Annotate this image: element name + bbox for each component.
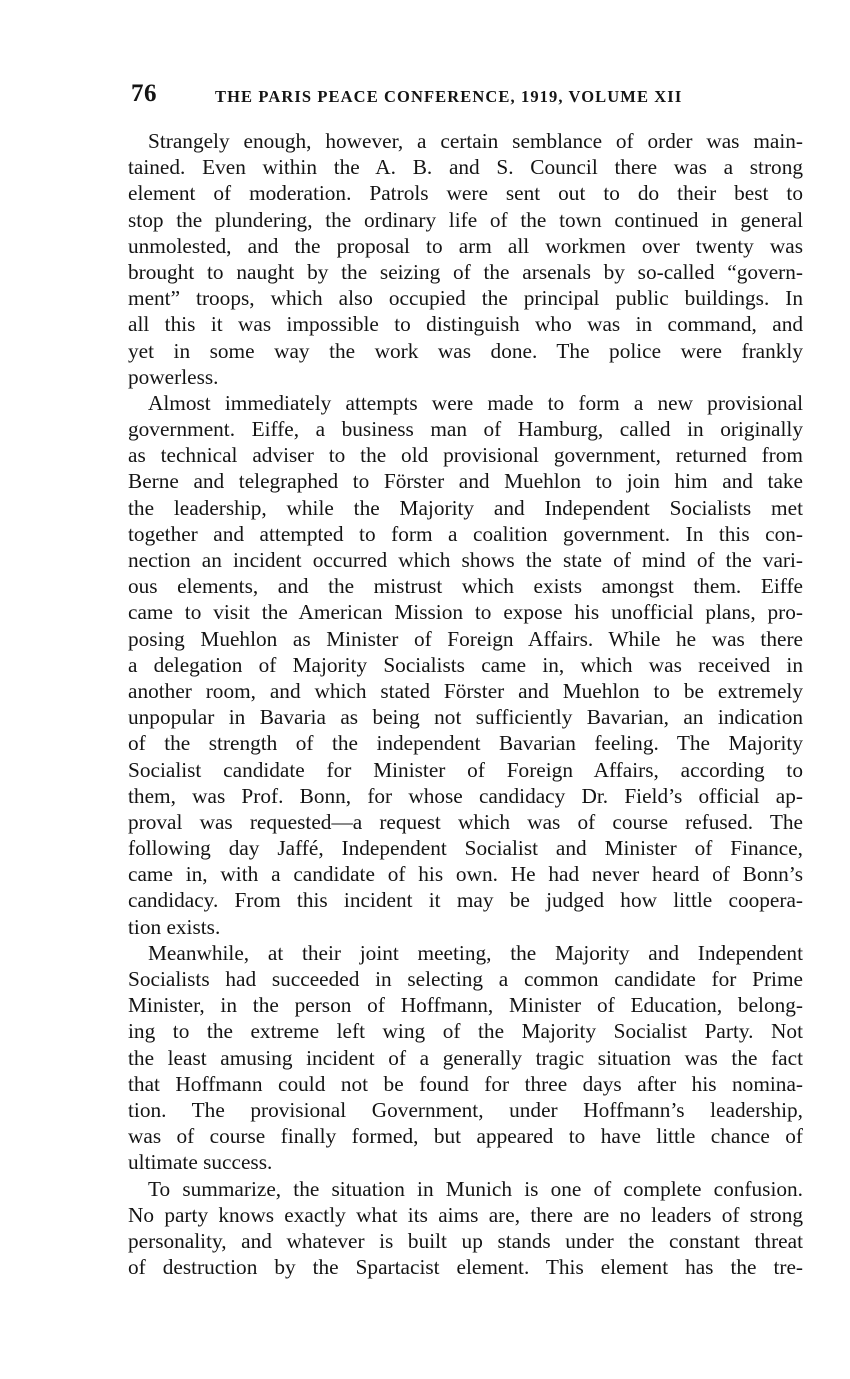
text-line: Socialists had succeeded in selecting a common candidate for Prime [128, 967, 803, 991]
text-line: of destruction by the Spartacist element. This element has the tre- [128, 1255, 803, 1280]
text-line: them, was Prof. Bonn, for whose candidacy Dr. Field’s official ap- [128, 783, 803, 808]
text-line: powerless. [128, 364, 219, 389]
running-title: THE PARIS PEACE CONFERENCE, 1919, VOLUME XII [215, 87, 683, 106]
text-line: yet in some way the work was done. The police were frankly [128, 338, 803, 363]
page-header [131, 78, 803, 112]
text-line: following day Jaffé, Independent Socialist and Minister of Finance, [128, 836, 803, 861]
text-line: nection an incident occurred which shows the state of mind of the vari- [128, 548, 803, 572]
paragraph-order-maintained [128, 128, 803, 390]
text-line: that Hoffmann could not be found for three days after his nomina- [128, 1071, 803, 1096]
text-line: Meanwhile, at their joint meeting, the Majority and Independent [148, 940, 803, 965]
text-line: To summarize, the situation in Munich is one of complete confusion. [148, 1176, 803, 1201]
text-line: stop the plundering, the ordinary life of the town continued in general [128, 207, 803, 232]
text-line: was of course finally formed, but appeared to have little chance of [128, 1124, 803, 1149]
text-line: Socialist candidate for Minister of Foreign Affairs, according to [128, 757, 803, 782]
text-line: ing to the extreme left wing of the Majority Socialist Party. Not [128, 1019, 803, 1044]
text-line: government. Eiffe, a business man of Hamburg, called in originally [128, 417, 803, 442]
text-line: all this it was impossible to distinguish who was in command, and [128, 312, 803, 337]
text-line: another room, and which stated Förster and Muehlon to be extremely [128, 678, 803, 703]
paragraph-provisional-government [128, 390, 803, 940]
text-line: came in, with a candidate of his own. He had never heard of Bonn’s [128, 862, 803, 887]
text-line: a delegation of Majority Socialists came in, which was received in [128, 652, 803, 677]
text-line: Minister, in the person of Hoffmann, Minister of Education, belong- [128, 993, 803, 1018]
body-text [128, 128, 803, 1280]
text-line: Strangely enough, however, a certain semblance of order was main- [148, 129, 803, 153]
text-line: tion exists. [128, 914, 221, 939]
text-line: ment” troops, which also occupied the principal public buildings. In [128, 286, 803, 311]
text-line: tion. The provisional Government, under Hoffmann’s leadership, [128, 1097, 803, 1122]
text-line: of the strength of the independent Bavarian feeling. The Majority [128, 731, 803, 756]
text-line: the least amusing incident of a generally tragic situation was the fact [128, 1045, 803, 1070]
text-line: together and attempted to form a coalition government. In this con- [128, 521, 803, 546]
text-line: the leadership, while the Majority and Independent Socialists met [128, 495, 803, 520]
text-line: brought to naught by the seizing of the arsenals by so-called “govern- [128, 259, 803, 284]
text-line: Almost immediately attempts were made to form a new provisional [148, 390, 803, 415]
text-line: proval was requested—a request which was of course refused. The [128, 809, 803, 834]
text-line: No party knows exactly what its aims are, there are no leaders of strong [128, 1202, 803, 1227]
text-line: unpopular in Bavaria as being not sufficiently Bavarian, an indication [128, 705, 803, 730]
page-number: 76 [131, 80, 157, 107]
text-line: candidacy. From this incident it may be judged how little coopera- [128, 888, 803, 913]
text-line: posing Muehlon as Minister of Foreign Affairs. While he was there [128, 626, 803, 651]
paragraph-summary [128, 1176, 803, 1281]
paragraph-prime-minister [128, 940, 803, 1176]
text-line: came to visit the American Mission to expose his unofficial plans, pro- [128, 600, 803, 625]
text-line: as technical adviser to the old provisional government, returned from [128, 443, 803, 468]
text-line: ultimate success. [128, 1150, 273, 1175]
text-line: Berne and telegraphed to Förster and Muehlon to join him and take [128, 469, 803, 494]
text-line: ous elements, and the mistrust which exists amongst them. Eiffe [128, 574, 803, 599]
text-line: personality, and whatever is built up stands under the constant threat [128, 1228, 803, 1253]
text-line: unmolested, and the proposal to arm all workmen over twenty was [128, 233, 803, 258]
text-line: element of moderation. Patrols were sent out to do their best to [128, 181, 803, 206]
text-line: tained. Even within the A. B. and S. Council there was a strong [128, 155, 803, 180]
